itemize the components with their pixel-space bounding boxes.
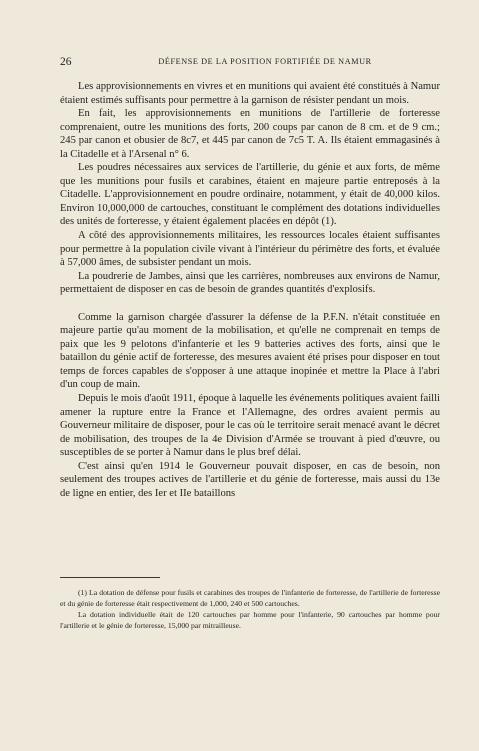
paragraph-1914: C'est ainsi qu'en 1914 le Gouverneur pouvait disposer, en cas de besoin, non seulement des troupes actives de l'artillerie et du génie de forteresse, mais aussi du 13e de ligne en entier, des Ier et IIe bataillons	[60, 460, 440, 499]
paragraph-artillery-munitions: En fait, les approvisionnements en munitions de l'artillerie de forteresse comprenaient, outre les munitions des forts, 200 coups par canon de 8 cm. et de 9 cm.; 245 par canon et obusier de 8c7, et 445 par canon de 7c5 T. A. Ils étaient emmagasinés à la Citadelle et à l'Arsenal n° 6.	[60, 108, 440, 160]
paragraph-powders: Les poudres nécessaires aux services de l'artillerie, du génie et aux forts, de même que les munitions pour fusils et carabines, étaient en majeure partie entreposés à la Citadelle. L'approvisionnement en poudre ordinaire, notamment, y était de 40,000 kilos. Environ 10,000,000 de cartouches, constituant le complément des dotations individuelles des unités de forteresse, y étaient également placées en dépôt (1).	[60, 162, 440, 228]
page-header	[60, 56, 440, 70]
running-title: DÉFENSE DE LA POSITION FORTIFIÉE DE NAMUR	[158, 57, 372, 66]
page-number: 26	[60, 56, 72, 68]
paragraph-1911: Depuis le mois d'août 1911, époque à laquelle les événements politiques avaient failli amener la rupture entre la France et l'Allemagne, des ordres avaient permis au Gouverneur militaire de disposer, pour le cas où le territoire serait menacé avant le décret de mobilisation, des troupes de la 4e Division d'Armée se trouvant à pied d'œuvre, ou susceptibles de se porter à Namur dans le plus bref délai.	[60, 393, 440, 459]
footnote-1: (1) La dotation de défense pour fusils et carabines des troupes de l'infanterie de forteresse, de l'artillerie de forteresse et du génie de forteresse était respectivement de 1,000, 240 et 500 cartouches.	[60, 588, 440, 608]
footnote-rule	[60, 577, 160, 578]
paragraph-explosives: La poudrerie de Jambes, ainsi que les carrières, nombreuses aux environs de Namur, permettaient de disposer en cas de besoin de grandes quantités d'explosifs.	[60, 270, 440, 296]
footnote-1-continued: La dotation individuelle était de 120 cartouches par homme pour l'infanterie, 90 cartouches par homme pour l'artillerie et le génie de forteresse, 15,000 par mitrailleuse.	[60, 609, 440, 630]
paragraph-local-resources: A côté des approvisionnements militaires, les ressources locales étaient suffisantes pour permettre à la population civile vivant à l'intérieur du périmètre des forts, et évaluée à 57,000 âmes, de subsister pendant un mois.	[60, 230, 440, 269]
body-text	[60, 80, 440, 500]
paragraph-garrison: Comme la garnison chargée d'assurer la défense de la P.F.N. n'était constituée en majeure partie qu'au moment de la mobilisation, et qu'elle ne comprenait en temps de paix que les 9 pelotons d'infanterie et les 9 batteries actives des forts, ainsi que le bataillon du génie actif de forteresse, des mesures avaient été prises pour disposer en tout temps de forces capables de s'opposer à une attaque inopinée et mettre la Place à l'abri d'un coup de main.	[60, 311, 440, 391]
footnotes	[60, 588, 440, 632]
section-gap	[60, 297, 440, 311]
paragraph-provisions: Les approvisionnements en vivres et en munitions qui avaient été constitués à Namur étaient estimés suffisants pour permettre à la garnison de résister pendant un mois.	[60, 81, 440, 106]
